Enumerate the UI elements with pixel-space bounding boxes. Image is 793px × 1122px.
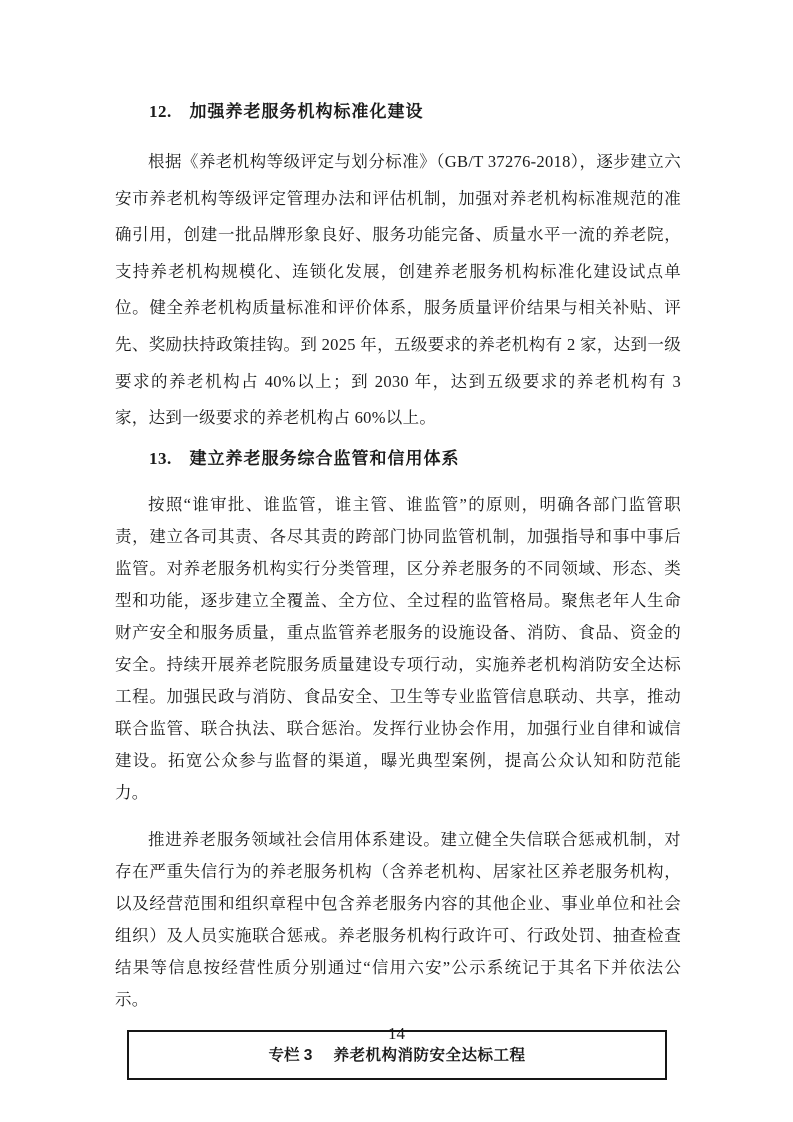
body-paragraph: 推进养老服务领域社会信用体系建设。建立健全失信联合惩戒机制，对存在严重失信行为的养老服务机构（含养老机构、居家社区养老服务机构，以及经营范围和组织章程中包含养老服务内容的其他企业、事业单位和社会组织）及人员实施联合惩戒。养老服务机构行政许可、行政处罚、抽查检查结果等信息按经营性质分别通过“信用六安”公示系统记于其名下并依法公示。	[115, 829, 681, 1009]
callout-box-title: 养老机构消防安全达标工程	[333, 1046, 526, 1064]
section-number: 12.	[149, 102, 172, 121]
body-paragraph: 按照“谁审批、谁监管，谁主管、谁监管”的原则，明确各部门监管职责，建立各司其责、各尽其责的跨部门协同监管机制，加强指导和事中事后监管。对养老服务机构实行分类管理，区分养老服务的不同领域、形态、类型和功能，逐步建立全覆盖、全方位、全过程的监管格局。聚焦老年人生命财产安全和服务质量，重点监管养老服务的设施设备、消防、食品、资金的安全。持续开展养老院服务质量建设专项行动，实施养老机构消防安全达标工程。加强民政与消防、食品安全、卫生等专业监管信息联动、共享，推动联合监管、联合执法、联合惩治。发挥行业协会作用，加强行业自律和诚信建设。拓宽公众参与监督的渠道，曝光典型案例，提高公众认知和防范能力。	[115, 494, 681, 802]
page-content	[115, 101, 681, 1080]
section-number: 13.	[149, 448, 172, 468]
section-heading-13	[115, 448, 681, 470]
body-paragraph: 根据《养老机构等级评定与划分标准》（GB/T 37276-2018），逐步建立六安市养老机构等级评定管理办法和评估机制，加强对养老机构标准规范的准确引用，创建一批品牌形象良好、服务功能完备、质量水平一流的养老院，支持养老机构规模化、连锁化发展，创建养老服务机构标准化建设试点单位。健全养老机构质量标准和评价体系，服务质量评价结果与相关补贴、评先、奖励扶持政策挂钩。到 2025 年，五级要求的养老机构有 2 家，达到一级要求的养老机构占 40%以上；到 2030 年，达到五级要求的养老机构有 3 家，达到一级要求的养老机构占 60%以上。	[115, 152, 681, 428]
page-number: 14	[388, 1024, 405, 1043]
section-title: 建立养老服务综合监管和信用体系	[189, 448, 460, 468]
section-heading-12	[115, 101, 681, 123]
callout-box-label: 专栏 3	[268, 1046, 313, 1064]
section-title: 加强养老服务机构标准化建设	[189, 102, 424, 121]
